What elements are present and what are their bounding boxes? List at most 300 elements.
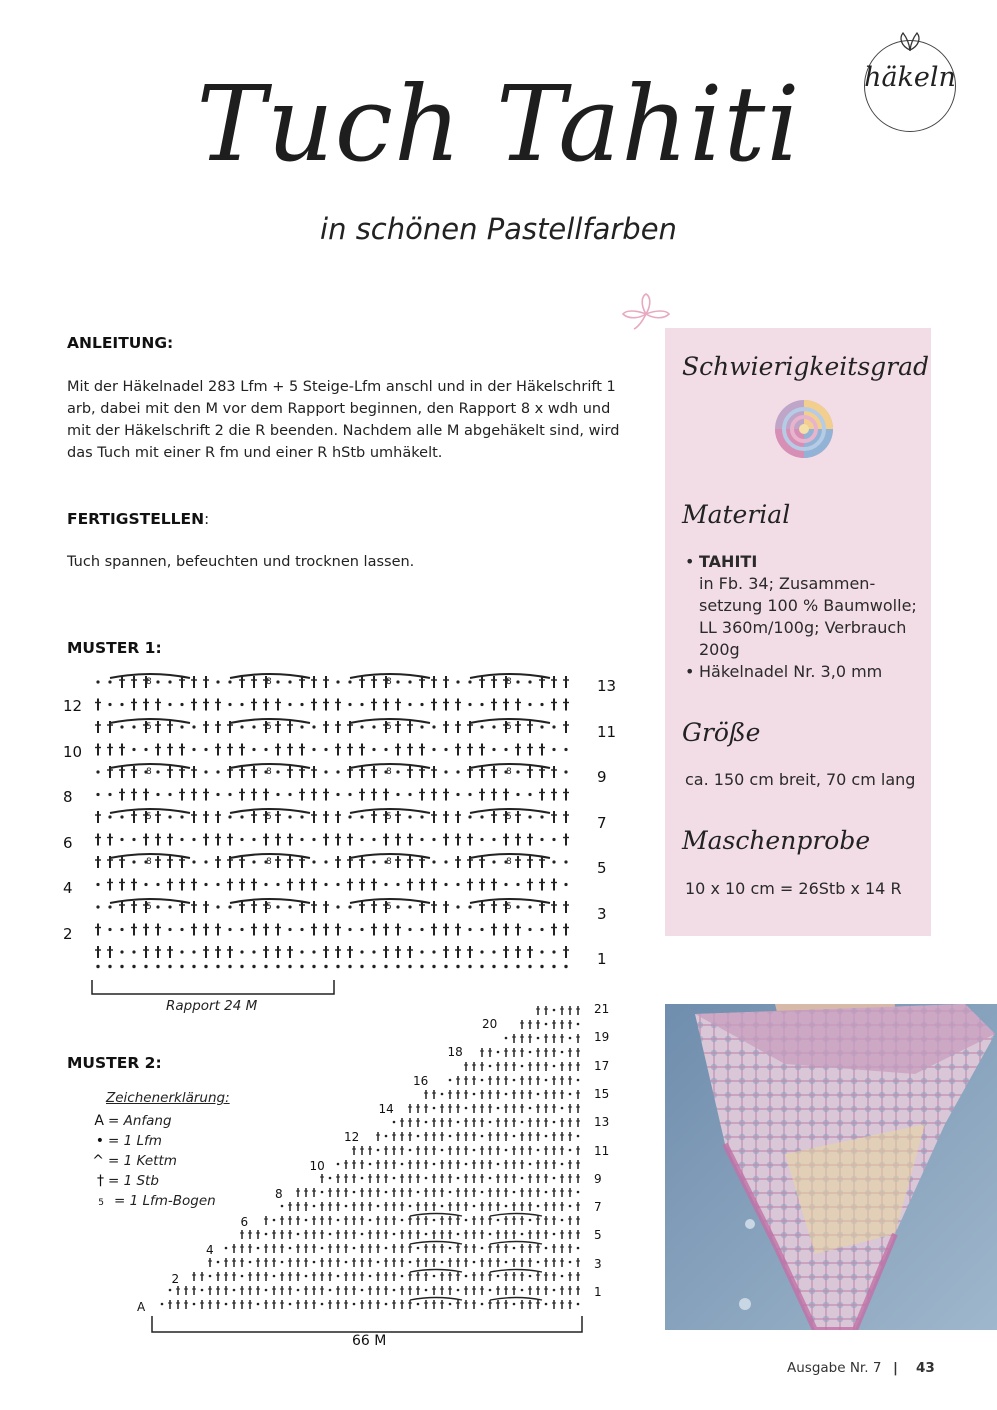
muster1-row-number: 11 <box>597 722 617 741</box>
foundation-chain-mark <box>336 965 339 968</box>
chain-stitch-mark <box>480 725 483 728</box>
shawl-photo <box>665 1004 997 1330</box>
chain-stitch-mark <box>417 1135 420 1138</box>
chain-stitch-mark <box>449 1247 452 1250</box>
chain-stitch-mark <box>528 815 531 818</box>
chain-arc-count: 8 <box>506 857 512 867</box>
chain-stitch-mark <box>425 1289 428 1292</box>
foundation-chain-mark <box>324 965 327 968</box>
chain-stitch-mark <box>132 838 135 841</box>
chain-stitch-mark <box>417 1247 420 1250</box>
chain-stitch-mark <box>552 748 555 751</box>
chain-stitch-mark <box>545 1135 548 1138</box>
chain-stitch-mark <box>216 680 219 683</box>
chain-stitch-mark <box>377 1205 380 1208</box>
chain-stitch-mark <box>465 1163 468 1166</box>
chain-stitch-mark <box>408 815 411 818</box>
chain-stitch-mark <box>489 1233 492 1236</box>
chain-stitch-mark <box>513 1303 516 1306</box>
chain-stitch-mark <box>120 815 123 818</box>
chain-stitch-mark <box>252 748 255 751</box>
chain-stitch-mark <box>480 928 483 931</box>
chain-stitch-mark <box>361 1233 364 1236</box>
chain-stitch-mark <box>288 793 291 796</box>
chain-stitch-mark <box>408 793 411 796</box>
muster2-row-number: 15 <box>594 1086 610 1101</box>
chain-stitch-mark <box>408 928 411 931</box>
foundation-chain-mark <box>444 965 447 968</box>
chain-stitch-mark <box>120 928 123 931</box>
chain-stitch-mark <box>553 1121 556 1124</box>
material-hook-text: Häkelnadel Nr. 3,0 mm <box>699 662 883 681</box>
chain-stitch-mark <box>521 1177 524 1180</box>
chain-stitch-mark <box>457 1177 460 1180</box>
chain-stitch-mark <box>321 1303 324 1306</box>
chain-stitch-mark <box>385 1303 388 1306</box>
chain-stitch-mark <box>336 883 339 886</box>
muster2-row-number: 20 <box>482 1017 498 1031</box>
muster1-row-number: 10 <box>63 742 83 761</box>
chain-stitch-mark <box>432 748 435 751</box>
chain-stitch-mark <box>505 1205 508 1208</box>
chain-arc-mark <box>490 1242 542 1245</box>
chain-stitch-mark <box>408 703 411 706</box>
chain-stitch-mark <box>336 793 339 796</box>
chain-stitch-mark <box>456 793 459 796</box>
page-subtitle: in schönen Pastellfarben <box>320 212 677 246</box>
foundation-chain-mark <box>528 965 531 968</box>
chain-stitch-mark <box>180 928 183 931</box>
chain-stitch-mark <box>401 1219 404 1222</box>
chain-stitch-mark <box>564 860 567 863</box>
chain-stitch-mark <box>156 793 159 796</box>
foundation-chain-mark <box>288 965 291 968</box>
chain-arc-count: 8 <box>146 677 152 687</box>
chain-stitch-mark <box>513 1079 516 1082</box>
chain-stitch-mark <box>552 950 555 953</box>
chain-stitch-mark <box>228 703 231 706</box>
chain-stitch-mark <box>264 883 267 886</box>
chain-stitch-mark <box>353 1191 356 1194</box>
chain-stitch-mark <box>396 793 399 796</box>
legend-text: = Anfang <box>108 1113 172 1129</box>
chain-stitch-mark <box>372 725 375 728</box>
chain-stitch-mark <box>265 1233 268 1236</box>
chain-stitch-mark <box>564 883 567 886</box>
chain-stitch-mark <box>385 1135 388 1138</box>
fertigstellen-heading <box>67 509 209 528</box>
chain-stitch-mark <box>481 1247 484 1250</box>
chain-stitch-mark <box>569 1205 572 1208</box>
chain-stitch-mark <box>228 815 231 818</box>
foundation-chain-mark <box>204 965 207 968</box>
chain-stitch-mark <box>444 770 447 773</box>
chain-stitch-mark <box>321 1191 324 1194</box>
chain-stitch-mark <box>144 748 147 751</box>
legend-item <box>60 1110 260 1129</box>
legend-text: = 1 Lfm-Bogen <box>114 1193 216 1209</box>
chain-stitch-mark <box>108 905 111 908</box>
chain-stitch-mark <box>96 883 99 886</box>
chain-stitch-mark <box>480 815 483 818</box>
chain-stitch-mark <box>497 1275 500 1278</box>
chain-stitch-mark <box>444 748 447 751</box>
chain-stitch-mark <box>216 793 219 796</box>
chain-stitch-mark <box>465 1107 468 1110</box>
chain-stitch-mark <box>276 770 279 773</box>
chain-stitch-mark <box>521 1065 524 1068</box>
chain-stitch-mark <box>457 1121 460 1124</box>
chain-stitch-mark <box>228 905 231 908</box>
difficulty-title: Schwierigkeitsgrad <box>682 352 930 381</box>
chain-stitch-mark <box>193 1303 196 1306</box>
foundation-chain-mark <box>156 965 159 968</box>
chain-stitch-mark <box>369 1275 372 1278</box>
chain-stitch-mark <box>537 1149 540 1152</box>
chain-stitch-mark <box>393 1121 396 1124</box>
foundation-chain-mark <box>540 965 543 968</box>
chain-stitch-mark <box>336 905 339 908</box>
foundation-chain-mark <box>108 965 111 968</box>
muster2-row-number: 13 <box>594 1115 610 1130</box>
chain-stitch-mark <box>96 905 99 908</box>
chain-stitch-mark <box>425 1233 428 1236</box>
chain-stitch-mark <box>265 1289 268 1292</box>
footer-issue: Ausgabe Nr. 7 <box>787 1360 882 1376</box>
chain-stitch-mark <box>537 1261 540 1264</box>
chain-stitch-mark <box>312 860 315 863</box>
chain-stitch-mark <box>420 815 423 818</box>
chain-stitch-mark <box>456 770 459 773</box>
muster1-row-number: 2 <box>63 924 73 943</box>
chain-stitch-mark <box>96 793 99 796</box>
rapport-bracket <box>90 978 338 998</box>
chain-stitch-mark <box>393 1177 396 1180</box>
chain-stitch-mark <box>168 928 171 931</box>
chain-stitch-mark <box>240 703 243 706</box>
chain-stitch-mark <box>348 703 351 706</box>
chain-arc-count: 5 <box>506 902 512 912</box>
chain-stitch-mark <box>289 1303 292 1306</box>
chain-stitch-mark <box>240 928 243 931</box>
chain-stitch-mark <box>281 1261 284 1264</box>
chain-stitch-mark <box>384 748 387 751</box>
fertigstellen-text: Tuch spannen, befeuchten und trocknen lassen. <box>67 554 415 570</box>
chain-stitch-mark <box>513 1191 516 1194</box>
chain-stitch-mark <box>401 1275 404 1278</box>
chain-stitch-mark <box>168 680 171 683</box>
chain-stitch-mark <box>96 680 99 683</box>
chain-stitch-mark <box>552 838 555 841</box>
chain-stitch-mark <box>156 905 159 908</box>
chain-stitch-mark <box>360 725 363 728</box>
chain-stitch-mark <box>329 1177 332 1180</box>
chain-stitch-mark <box>240 950 243 953</box>
material-list <box>685 551 925 683</box>
chain-stitch-mark <box>169 1289 172 1292</box>
chain-stitch-mark <box>540 725 543 728</box>
chain-stitch-mark <box>396 770 399 773</box>
chain-stitch-mark <box>561 1051 564 1054</box>
chain-stitch-mark <box>433 1219 436 1222</box>
chain-stitch-mark <box>337 1163 340 1166</box>
chain-stitch-mark <box>465 1275 468 1278</box>
chain-arc-count: 5 <box>386 722 392 732</box>
chain-stitch-mark <box>528 703 531 706</box>
chain-arc-count: 8 <box>266 677 272 687</box>
chain-stitch-mark <box>345 1205 348 1208</box>
chain-stitch-mark <box>473 1149 476 1152</box>
chain-stitch-mark <box>297 1289 300 1292</box>
chain-stitch-mark <box>192 860 195 863</box>
chain-stitch-mark <box>120 838 123 841</box>
chain-arc-count: 8 <box>266 857 272 867</box>
chain-stitch-mark <box>348 815 351 818</box>
foundation-chain-mark <box>504 965 507 968</box>
chain-stitch-mark <box>156 770 159 773</box>
chain-stitch-mark <box>529 1219 532 1222</box>
chain-stitch-mark <box>569 1037 572 1040</box>
chain-stitch-mark <box>297 1233 300 1236</box>
chain-stitch-mark <box>276 883 279 886</box>
chain-stitch-mark <box>217 1261 220 1264</box>
chain-stitch-mark <box>300 725 303 728</box>
chain-stitch-mark <box>552 725 555 728</box>
chain-stitch-mark <box>396 680 399 683</box>
chain-stitch-mark <box>361 1289 364 1292</box>
foundation-chain-mark <box>240 965 243 968</box>
chain-stitch-mark <box>204 883 207 886</box>
muster2-row-number: 16 <box>413 1073 429 1088</box>
chain-arc-count: 8 <box>386 857 392 867</box>
chain-stitch-mark <box>252 950 255 953</box>
chain-stitch-mark <box>480 703 483 706</box>
chain-stitch-mark <box>216 905 219 908</box>
chain-stitch-mark <box>569 1149 572 1152</box>
muster1-row-number: 1 <box>597 950 607 968</box>
chain-stitch-mark <box>545 1191 548 1194</box>
chain-stitch-mark <box>289 1247 292 1250</box>
chain-arc-mark <box>410 1214 462 1217</box>
chain-stitch-mark <box>473 1261 476 1264</box>
chain-stitch-mark <box>300 950 303 953</box>
legend-title: Zeichenerklärung: <box>106 1090 230 1106</box>
chain-stitch-mark <box>545 1303 548 1306</box>
chain-stitch-mark <box>313 1261 316 1264</box>
material-title: Material <box>682 500 791 529</box>
chain-arc-count: 5 <box>146 902 152 912</box>
chain-stitch-mark <box>329 1289 332 1292</box>
legend-symbol: † <box>97 1173 104 1189</box>
chain-stitch-mark <box>489 1065 492 1068</box>
foundation-chain-mark <box>192 965 195 968</box>
chain-stitch-mark <box>497 1219 500 1222</box>
chain-stitch-mark <box>505 1261 508 1264</box>
chain-stitch-mark <box>537 1093 540 1096</box>
chain-stitch-mark <box>420 725 423 728</box>
chain-stitch-mark <box>449 1191 452 1194</box>
chain-stitch-mark <box>528 793 531 796</box>
chain-stitch-mark <box>385 1247 388 1250</box>
chain-stitch-mark <box>504 883 507 886</box>
chain-arc-mark <box>410 1242 462 1245</box>
chain-stitch-mark <box>288 928 291 931</box>
flower-icon <box>620 292 672 332</box>
chain-stitch-mark <box>521 1289 524 1292</box>
chain-stitch-mark <box>120 725 123 728</box>
chain-stitch-mark <box>473 1093 476 1096</box>
chain-stitch-mark <box>529 1051 532 1054</box>
chain-stitch-mark <box>492 725 495 728</box>
chain-stitch-mark <box>305 1219 308 1222</box>
muster1-heading: MUSTER 1: <box>67 639 162 657</box>
chain-stitch-mark <box>468 905 471 908</box>
chain-stitch-mark <box>492 838 495 841</box>
material-item-hook: • Häkelnadel Nr. 3,0 mm <box>685 662 883 681</box>
chain-stitch-mark <box>192 748 195 751</box>
chain-stitch-mark <box>372 748 375 751</box>
chain-stitch-mark <box>348 680 351 683</box>
chain-stitch-mark <box>276 680 279 683</box>
chain-stitch-mark <box>264 748 267 751</box>
chain-stitch-mark <box>396 905 399 908</box>
chain-stitch-mark <box>324 770 327 773</box>
chain-stitch-mark <box>369 1219 372 1222</box>
chain-arc-mark <box>410 1270 462 1273</box>
chain-stitch-mark <box>324 748 327 751</box>
chain-stitch-mark <box>433 1163 436 1166</box>
chain-stitch-mark <box>441 1093 444 1096</box>
chain-stitch-mark <box>569 1261 572 1264</box>
chain-stitch-mark <box>468 928 471 931</box>
chain-stitch-mark <box>457 1233 460 1236</box>
chain-stitch-mark <box>444 860 447 863</box>
chain-arc-count: 8 <box>386 677 392 687</box>
chain-stitch-mark <box>132 725 135 728</box>
chain-stitch-mark <box>425 1121 428 1124</box>
legend-symbol: • <box>95 1133 104 1149</box>
chain-arc-count: 5 <box>266 812 272 822</box>
chain-stitch-mark <box>553 1177 556 1180</box>
chain-stitch-mark <box>528 905 531 908</box>
chain-stitch-mark <box>372 860 375 863</box>
fertigstellen-colon: : <box>204 510 210 528</box>
chain-stitch-mark <box>481 1079 484 1082</box>
legend-item <box>60 1150 260 1169</box>
chain-stitch-mark <box>228 793 231 796</box>
anleitung-heading: ANLEITUNG: <box>67 334 174 352</box>
chain-stitch-mark <box>345 1261 348 1264</box>
chain-stitch-mark <box>300 703 303 706</box>
material-yarn-name: TAHITI <box>699 552 758 571</box>
legend-text: = 1 Kettm <box>108 1153 177 1169</box>
chain-stitch-mark <box>321 1247 324 1250</box>
chain-stitch-mark <box>225 1303 228 1306</box>
chain-arc-count: 8 <box>386 767 392 777</box>
chain-arc-count: 8 <box>506 677 512 687</box>
chain-stitch-mark <box>348 793 351 796</box>
chain-stitch-mark <box>553 1289 556 1292</box>
legend-item <box>60 1130 260 1149</box>
chain-stitch-mark <box>132 860 135 863</box>
chain-stitch-mark <box>369 1163 372 1166</box>
chain-stitch-mark <box>228 680 231 683</box>
chain-stitch-mark <box>252 860 255 863</box>
chain-stitch-mark <box>456 883 459 886</box>
chain-stitch-mark <box>513 1247 516 1250</box>
chain-stitch-mark <box>417 1303 420 1306</box>
chain-stitch-mark <box>96 770 99 773</box>
muster2-row-number: 18 <box>447 1045 463 1060</box>
size-text: ca. 150 cm breit, 70 cm lang <box>685 770 916 789</box>
chain-stitch-mark <box>348 928 351 931</box>
chain-arc-mark <box>490 1298 542 1301</box>
chain-arc-count: 5 <box>146 812 152 822</box>
chain-stitch-mark <box>468 703 471 706</box>
chain-stitch-mark <box>480 950 483 953</box>
chain-stitch-mark <box>409 1261 412 1264</box>
chain-stitch-mark <box>521 1121 524 1124</box>
chain-arc-mark <box>490 1214 542 1217</box>
chain-stitch-mark <box>457 1289 460 1292</box>
muster2-heading: MUSTER 2: <box>67 1054 162 1072</box>
chain-arc-count: 5 <box>386 812 392 822</box>
chain-stitch-mark <box>372 950 375 953</box>
muster1-row-number: 13 <box>597 677 617 695</box>
page-title: Tuch Tahiti <box>196 63 801 185</box>
chain-stitch-mark <box>481 1303 484 1306</box>
chain-stitch-mark <box>393 1233 396 1236</box>
footer-separator: | <box>893 1360 898 1376</box>
material-yarn-line: 200g <box>699 640 740 659</box>
chain-stitch-mark <box>468 680 471 683</box>
legend-item <box>60 1170 260 1189</box>
foundation-chain-mark <box>456 965 459 968</box>
legend-symbol: ^ <box>92 1153 104 1169</box>
chain-stitch-mark <box>497 1107 500 1110</box>
chain-stitch-mark <box>324 860 327 863</box>
muster2-row-number: 14 <box>378 1101 394 1116</box>
muster1-row-number: 12 <box>63 697 83 715</box>
chain-stitch-mark <box>553 1233 556 1236</box>
chain-stitch-mark <box>393 1289 396 1292</box>
muster1-row-number: 7 <box>597 813 607 832</box>
chain-stitch-mark <box>432 725 435 728</box>
chain-arc-count: 5 <box>386 902 392 912</box>
foundation-chain-mark <box>420 965 423 968</box>
chain-stitch-mark <box>120 703 123 706</box>
chain-stitch-mark <box>201 1289 204 1292</box>
chain-stitch-mark <box>192 950 195 953</box>
chain-stitch-mark <box>156 680 159 683</box>
chain-stitch-mark <box>529 1107 532 1110</box>
chain-stitch-mark <box>433 1275 436 1278</box>
chain-stitch-mark <box>569 1093 572 1096</box>
chain-stitch-mark <box>529 1163 532 1166</box>
foundation-chain-mark <box>552 965 555 968</box>
chain-stitch-mark <box>168 815 171 818</box>
foundation-chain-mark <box>300 965 303 968</box>
chain-stitch-mark <box>288 703 291 706</box>
foundation-chain-mark <box>120 965 123 968</box>
chain-stitch-mark <box>324 883 327 886</box>
chain-stitch-mark <box>108 703 111 706</box>
chain-stitch-mark <box>540 815 543 818</box>
chain-stitch-mark <box>204 860 207 863</box>
chain-stitch-mark <box>417 1191 420 1194</box>
chain-stitch-mark <box>408 680 411 683</box>
legend-item <box>60 1190 260 1209</box>
